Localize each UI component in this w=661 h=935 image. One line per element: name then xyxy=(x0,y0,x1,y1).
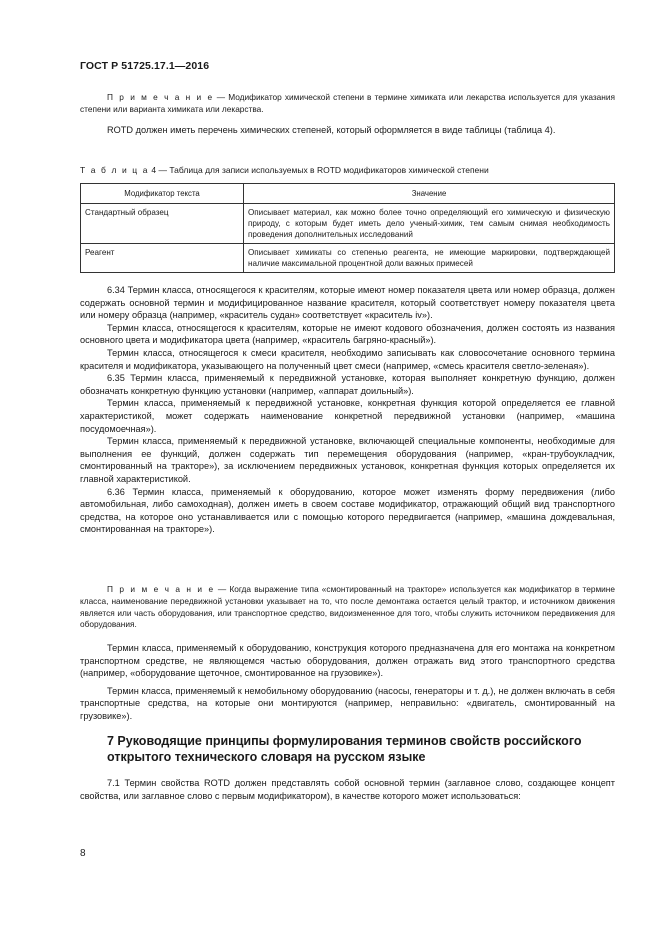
chemical-grade-table xyxy=(80,183,615,273)
paragraph: Термин класса, относящегося к смеси красителя, необходимо записывать как словосочетание основного термина красителя и модификатора, указывающего на полученный цвет смеси (например, «смесь красителя светло-зеленая»). xyxy=(80,347,615,371)
table-cell-term: Реагент xyxy=(81,243,244,272)
table-caption: Т а б л и ц а 4 — Таблица для записи используемых в ROTD модификаторов химической степени xyxy=(80,165,489,175)
note-text: — Когда выражение типа «смонтированный на тракторе» используется как модификатор в термине класса, наименование передвижной установки указывает на то, что после демонтажа остается целый трактор, и источником движения является или часть оборудования, или транспортное средство, видоизмененное для того, чтобы служить источником передвижения для оборудования. xyxy=(80,584,615,630)
section-6-34-to-6-36 xyxy=(80,284,615,536)
paragraph: Термин класса, применяемый к передвижной установке, конкретная функция которой определяется ее главной характеристикой, может содержать наименование конкретной передвижной установки (например, «машина посудомоечная»). xyxy=(80,398,615,434)
table-block xyxy=(80,164,615,273)
table-cell-term: Стандартный образец xyxy=(81,203,244,243)
section-7 xyxy=(80,733,615,802)
standard-code-header: ГОСТ Р 51725.17.1—2016 xyxy=(80,60,210,72)
paragraph: Термин класса, применяемый к оборудованию, конструкция которого предназначена для его монтажа на конкретном транспортном средстве, не являющемся частью оборудования, должен отражать вид этого транспортного средства (например, «оборудование щеточное, смонтированное на грузовике»). xyxy=(80,643,615,679)
section-7-heading: 7 Руководящие принципы формулирования терминов свойств российского открытого технического словаря на русском языке xyxy=(107,734,582,764)
table-header-modifier: Модификатор текста xyxy=(81,183,244,203)
note-2 xyxy=(80,584,615,631)
table-header-meaning: Значение xyxy=(244,183,615,203)
table-cell-meaning: Описывает материал, как можно более точно определяющий его химическую и физическую природу, с которым будет иметь дело ученый-химик, тем самым снимая необходимость проведения дополнительных исследований xyxy=(244,203,615,243)
table-cell-meaning: Описывает химикаты со степенью реагента, не имеющие маркировки, подтверждающей наличие максимальной процентной доли важных примесей xyxy=(244,243,615,272)
note-label: П р и м е ч а н и е xyxy=(107,584,215,594)
paragraph: 6.36 Термин класса, применяемый к оборудованию, которое может изменять форму передвижения (либо автомобильная, либо самоходная), должен иметь в своем составе модификатор, отражающий общий вид транспортного средства, на которое оно устанавливается или с помощью которого передвигается (например, «машина дождевальная, смонтированная на тракторе»). xyxy=(80,486,615,535)
note-text: — Модификатор химической степени в термине химиката или лекарства используется для указания степени или варианта химиката или лекарства. xyxy=(80,92,615,114)
paragraph: Термин класса, применяемый к передвижной установке, включающей специальные компоненты, необходимые для выполнения ее функций, должен содержать тип перемещения оборудования (например, «кран-трубоукладчик, смонтированный на тракторе»), за исключением передвижных установок, конкретная функция которых определяется их главной характеристикой. xyxy=(80,436,615,484)
paragraph-table-ref: ROTD должен иметь перечень химических степеней, который оформляется в виде таблицы (таблица 4). xyxy=(107,125,556,135)
paragraph: Термин класса, относящегося к красителям, которые не имеют кодового обозначения, должен состоять из названия основного цвета и модификатора цвета (например, «краситель багряно-красный»). xyxy=(80,322,615,346)
table-row xyxy=(81,203,615,243)
paragraph: 6.34 Термин класса, относящегося к красителям, которые имеют номер показателя цвета или номер образца, должен содержать основной термин и модифицированное название красителя, который соответствует номеру показателя цвета или номеру образца (например, «краситель судан» соответствует «краситель iv»). xyxy=(80,285,615,321)
paragraph: Термин класса, применяемый к немобильному оборудованию (насосы, генераторы и т. д.), не должен включать в себя транспортные средства, на которые они монтируются (например, неправильно: «двигатель, смонтированный на грузовике»). xyxy=(80,685,616,721)
note-label: П р и м е ч а н и е xyxy=(107,92,214,102)
paragraphs-equipment xyxy=(80,642,615,723)
paragraph: 6.35 Термин класса, применяемый к передвижной установке, которая выполняет конкретную функцию, должен обозначать конкретную функцию установки (например, «аппарат доильный»). xyxy=(80,373,615,396)
paragraph-7-1: 7.1 Термин свойства ROTD должен представлять собой основной термин (заглавное слово, создающее концепт свойства, или заглавное слово с первым модификатором), в качестве которого может использоваться: xyxy=(80,778,615,801)
table-header-row xyxy=(81,183,615,203)
page-number: 8 xyxy=(80,848,86,859)
table-row xyxy=(81,243,615,272)
note-1 xyxy=(80,92,615,116)
